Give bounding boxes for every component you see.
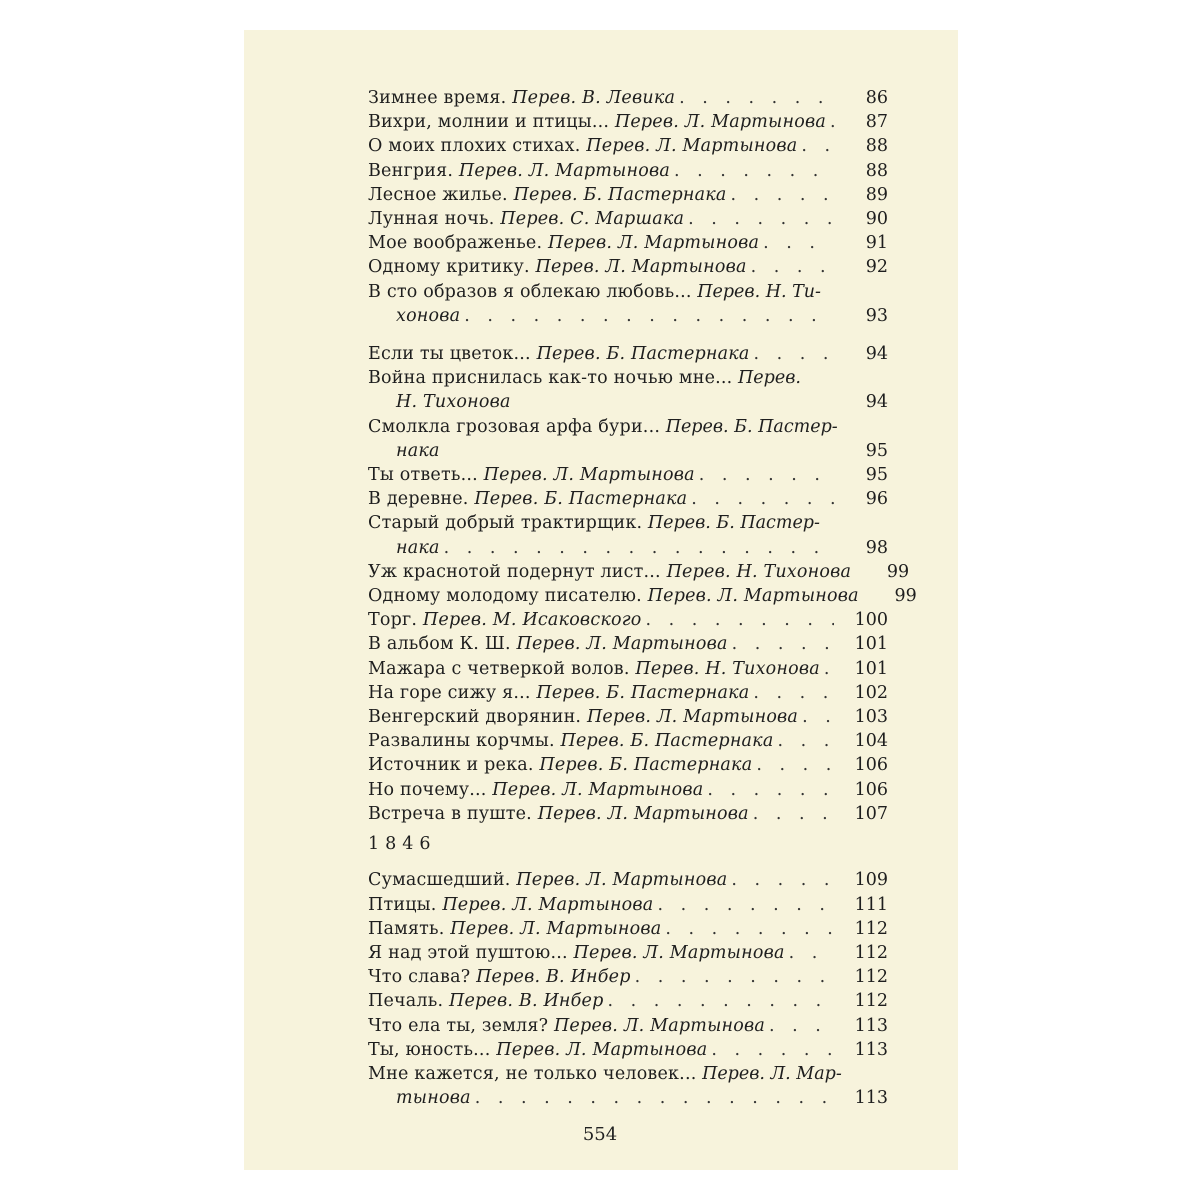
- toc-entry: [368, 705, 888, 729]
- page-number: 88: [865, 160, 888, 181]
- entry-title: Одному критику.: [368, 257, 530, 278]
- toc-entry: [368, 778, 888, 802]
- page-number: 111: [854, 894, 888, 915]
- entry-title: Лесное жилье.: [368, 184, 508, 205]
- entry-translator: хонова: [396, 305, 461, 326]
- entry-translator: Перев. Б. Пастернака: [539, 755, 753, 776]
- page-number: 113: [854, 1088, 888, 1109]
- entry-translator: Перев. Л. Мартынова: [516, 870, 728, 891]
- toc-entry: [368, 280, 888, 328]
- year-heading: 1846: [368, 834, 437, 855]
- page-number: 91: [865, 233, 888, 254]
- toc-entry: [368, 487, 888, 511]
- entry-translator: Перев. Л. Мартынова: [537, 803, 749, 824]
- leader-dots: [824, 657, 834, 681]
- entry-title: Зимнее время.: [368, 88, 507, 108]
- entry-title: Птицы.: [368, 894, 437, 915]
- page-number: 101: [854, 658, 888, 679]
- entry-title: Мне кажется, не только человек...: [368, 1063, 697, 1084]
- leader-dots: [674, 159, 834, 183]
- entry-title: Но почему...: [368, 779, 487, 800]
- toc-entry: [368, 917, 888, 941]
- toc-entry: [368, 134, 888, 158]
- entry-translator: Н. Тихонова: [396, 392, 511, 413]
- page-number: 96: [865, 489, 888, 510]
- entry-title: Если ты цветок...: [368, 344, 531, 365]
- toc-entry: [368, 632, 888, 656]
- entry-title: Встреча в пуште.: [368, 803, 532, 824]
- entry-translator: Перев. Л. Мартынова: [614, 112, 826, 133]
- entry-translator: Перев. Л. Мартынова: [573, 942, 785, 963]
- page-number: 90: [865, 209, 888, 230]
- entry-translator: Перев. Б. Пастер-: [647, 513, 820, 534]
- entry-translator: Перев. Л. Мар-: [702, 1063, 842, 1084]
- page-number: 99: [886, 561, 910, 582]
- entry-title: Смолкла грозовая арфа бури...: [368, 416, 661, 437]
- entry-title: Лунная ночь.: [368, 209, 495, 230]
- entry-title: Источник и река.: [368, 755, 534, 776]
- toc-entry: [368, 342, 888, 366]
- entry-title: О моих плохих стихах.: [368, 136, 581, 157]
- entry-translator: Перев. Б. Пастер-: [665, 416, 838, 437]
- toc-entry: [368, 560, 910, 584]
- entry-translator: нака: [396, 440, 440, 461]
- page-number: 106: [854, 755, 888, 776]
- entry-title: В сто образов я облекаю любовь...: [368, 281, 692, 302]
- entry-translator: Перев. Н. Тихонова: [666, 561, 852, 582]
- entry-translator: нака: [396, 537, 440, 558]
- page-number: 104: [854, 731, 888, 752]
- entry-translator: Перев. Б. Пастернака: [536, 682, 750, 703]
- entry-translator: Перев. Л. Мартынова: [483, 465, 695, 486]
- leader-dots: [464, 304, 834, 328]
- page-number: 112: [854, 918, 888, 939]
- page-number: 86: [865, 88, 888, 108]
- entry-translator: Перев. Б. Пастернака: [536, 344, 750, 365]
- page-number: 99: [894, 586, 917, 607]
- leader-dots: [657, 893, 834, 917]
- entry-title: Торг.: [368, 610, 418, 631]
- entry-translator: Перев. Б. Пастернака: [560, 731, 774, 752]
- toc-entry: [368, 868, 888, 892]
- entry-translator: Перев. С. Маршака: [500, 209, 685, 230]
- leader-dots: [754, 342, 834, 366]
- leader-dots: [707, 778, 834, 802]
- leader-dots: [753, 681, 834, 705]
- page-number: 95: [865, 465, 888, 486]
- toc-entry: [368, 989, 888, 1013]
- leader-dots: [789, 941, 834, 965]
- entry-translator: Перев. Б. Пастернака: [474, 489, 688, 510]
- leader-dots: [444, 536, 834, 560]
- entry-title: Память.: [368, 918, 445, 939]
- toc-entry: [368, 1038, 888, 1062]
- leader-dots: [801, 134, 834, 158]
- entry-title: Одному молодому писателю.: [368, 586, 642, 607]
- toc-entry: [368, 183, 888, 207]
- leader-dots: [802, 705, 834, 729]
- entry-translator: Перев. Л. Мартынова: [458, 160, 670, 181]
- entry-translator: Перев. Л. Мартынова: [492, 779, 704, 800]
- entry-title: Сумасшедший.: [368, 870, 511, 891]
- entry-translator: Перев. Л. Мартынова: [516, 634, 728, 655]
- toc-entry: [368, 893, 888, 917]
- leader-dots: [777, 729, 834, 753]
- toc-entry: [368, 1062, 888, 1110]
- toc-entry: [368, 207, 888, 231]
- leader-dots: [711, 1038, 834, 1062]
- page-number: 94: [865, 344, 888, 365]
- leader-dots: [731, 183, 834, 207]
- table-of-contents: [368, 86, 917, 1110]
- leader-dots: [665, 917, 834, 941]
- leader-dots: [753, 802, 834, 826]
- toc-entry: [368, 415, 888, 463]
- page-number: 100: [854, 610, 888, 631]
- leader-dots: [635, 965, 834, 989]
- folio-page-number: 554: [582, 1124, 618, 1145]
- entry-title: Венгерский дворянин.: [368, 707, 582, 728]
- entry-translator: Перев. Л. Мартынова: [586, 136, 798, 157]
- toc-entry: [368, 366, 888, 414]
- entry-title: Развалины корчмы.: [368, 731, 555, 752]
- leader-dots: [646, 608, 835, 632]
- toc-entry: [368, 802, 888, 826]
- entry-title: В альбом К. Ш.: [368, 634, 511, 655]
- page-number: 109: [854, 870, 888, 891]
- entry-translator: Перев. Л. Мартынова: [442, 894, 654, 915]
- toc-entry: [368, 753, 888, 777]
- entry-translator: Перев. М. Исаковского: [422, 610, 642, 631]
- page-number: 112: [854, 967, 888, 988]
- page-number: 98: [865, 537, 888, 558]
- entry-translator: Перев. Л. Мартынова: [450, 918, 662, 939]
- toc-entry: [368, 608, 888, 632]
- entry-translator: Перев. Н. Тихонова: [635, 658, 820, 679]
- entry-translator: Перев. В. Левика: [512, 88, 676, 108]
- entry-title: Ты ответь...: [368, 465, 478, 486]
- entry-translator: Перев. Л. Мартынова: [586, 707, 799, 728]
- entry-translator: Перев. Л. Мартынова: [548, 233, 760, 254]
- entry-title: Мажара с четверкой волов.: [368, 658, 630, 679]
- page-number: 107: [854, 803, 888, 824]
- entry-translator: Перев. Б. Пастернака: [513, 184, 727, 205]
- toc-entry: [368, 463, 888, 487]
- entry-title: Что ела ты, земля?: [368, 1015, 549, 1036]
- toc-entry: [368, 681, 888, 705]
- entry-title: Мое воображенье.: [368, 233, 543, 254]
- entry-title: В деревне.: [368, 489, 469, 510]
- page-number: 103: [854, 707, 888, 728]
- page-number: 101: [854, 634, 888, 655]
- entry-title: Я над этой пуштою...: [368, 942, 568, 963]
- toc-entry: [368, 941, 888, 965]
- toc-entry: [368, 110, 888, 134]
- toc-entry: [368, 1014, 888, 1038]
- leader-dots: [751, 255, 834, 279]
- entry-title: На горе сижу я...: [368, 682, 531, 703]
- entry-title: Венгрия.: [368, 160, 454, 181]
- entry-translator: Перев. Л. Мартынова: [647, 586, 859, 607]
- leader-dots: [769, 1014, 834, 1038]
- entry-title: Печаль.: [368, 991, 444, 1012]
- toc-entry: [368, 729, 888, 753]
- page-number: 113: [854, 1015, 888, 1036]
- page-number: 89: [865, 184, 888, 205]
- entry-translator: Перев.: [738, 368, 801, 389]
- entry-translator: Перев. Л. Мартынова: [496, 1039, 708, 1060]
- page-number: 94: [865, 392, 888, 413]
- leader-dots: [475, 1086, 834, 1110]
- page-number: 106: [854, 779, 888, 800]
- leader-dots: [688, 207, 834, 231]
- toc-entry: [368, 584, 917, 608]
- leader-dots: [830, 110, 834, 134]
- toc-entry: [368, 159, 888, 183]
- page-number: 87: [865, 112, 888, 133]
- entry-translator: Перев. Л. Мартынова: [553, 1015, 766, 1036]
- page-number: 93: [865, 305, 888, 326]
- toc-entry: [368, 965, 888, 989]
- entry-translator: Перев. В. Инбер: [476, 967, 631, 988]
- page-number: 112: [854, 942, 888, 963]
- toc-entry: [368, 86, 888, 110]
- entry-title: Уж краснотой подернут лист...: [368, 561, 661, 582]
- leader-dots: [679, 86, 834, 110]
- leader-dots: [756, 753, 834, 777]
- entry-title: Что слава?: [368, 967, 471, 988]
- entry-translator: Перев. Н. Ти-: [697, 281, 821, 302]
- leader-dots: [608, 989, 834, 1013]
- leader-dots: [763, 231, 834, 255]
- entry-translator: тынова: [396, 1088, 471, 1109]
- toc-entry: [368, 231, 888, 255]
- page-number: 113: [854, 1039, 888, 1060]
- leader-dots: [732, 632, 834, 656]
- page-number: 95: [865, 440, 888, 461]
- entry-title: Война приснилась как-то ночью мне...: [368, 368, 733, 389]
- toc-entry: [368, 657, 888, 681]
- leader-dots: [691, 487, 834, 511]
- page-number: 102: [854, 682, 888, 703]
- leader-dots: [699, 463, 834, 487]
- toc-entry: [368, 511, 888, 559]
- entry-title: Старый добрый трактирщик.: [368, 513, 643, 534]
- page-number: 88: [865, 136, 888, 157]
- entry-title: Вихри, молнии и птицы...: [368, 112, 610, 133]
- entry-translator: Перев. Л. Мартынова: [535, 257, 747, 278]
- page-number: 92: [865, 257, 888, 278]
- toc-entry: [368, 255, 888, 279]
- page-number: 112: [854, 991, 888, 1012]
- entry-translator: Перев. В. Инбер: [449, 991, 604, 1012]
- entry-title: Ты, юность...: [368, 1039, 491, 1060]
- leader-dots: [731, 868, 834, 892]
